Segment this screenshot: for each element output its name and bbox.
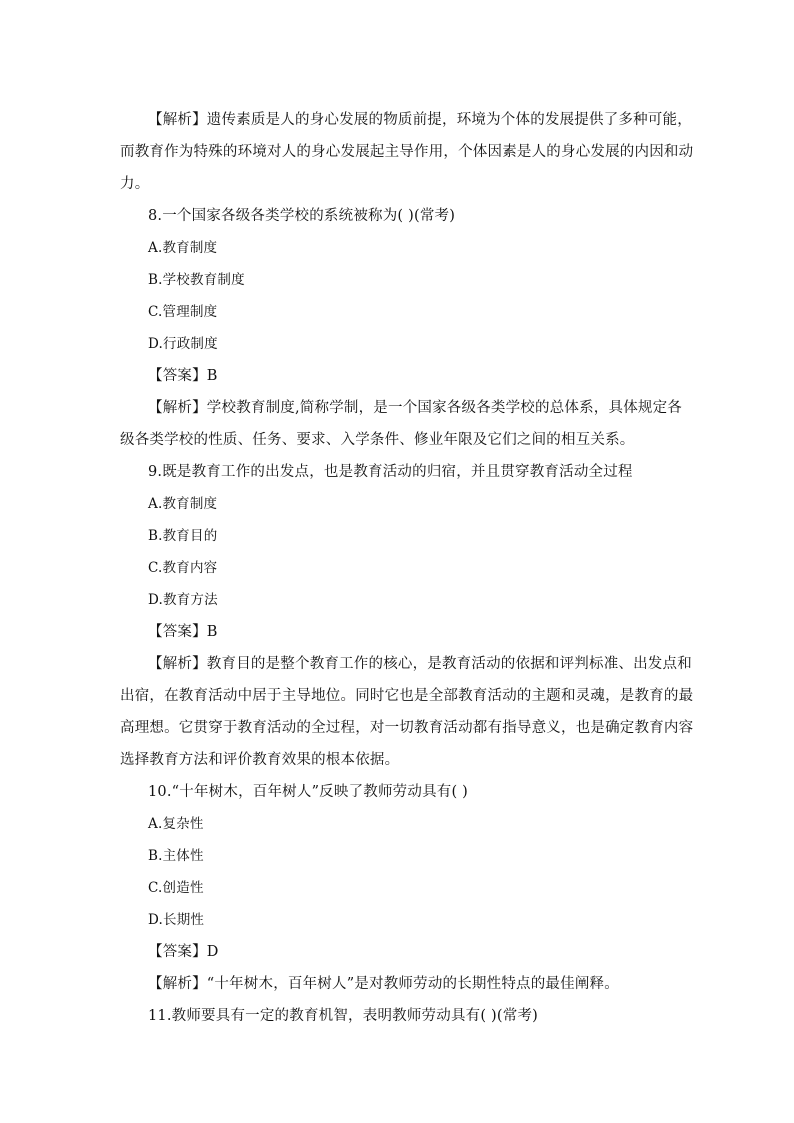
analysis-8-line-1: 【解析】学校教育制度,简称学制，是一个国家各级各类学校的总体系，具体规定各 [148, 400, 683, 416]
question-9-answer: 【答案】B [148, 624, 218, 640]
analysis-9-line-3: 高理想。它贯穿于教育活动的全过程，对一切教育活动都有指导意义，也是确定教育内容 [120, 720, 694, 736]
analysis-7-line-3: 力。 [120, 176, 150, 192]
question-10-option-b: B.主体性 [148, 848, 204, 864]
analysis-9-line-4: 选择教育方法和评价教育效果的根本依据。 [120, 752, 400, 768]
analysis-8-line-2: 级各类学校的性质、任务、要求、入学条件、修业年限及它们之间的相互关系。 [120, 432, 635, 448]
question-8-option-d: D.行政制度 [148, 336, 218, 352]
question-9-option-c: C.教育内容 [148, 560, 218, 576]
question-10-option-d: D.长期性 [148, 912, 205, 928]
question-9-option-d: D.教育方法 [148, 592, 218, 608]
analysis-9-line-1: 【解析】教育目的是整个教育工作的核心，是教育活动的依据和评判标准、出发点和 [148, 656, 692, 672]
analysis-7-line-1: 【解析】遗传素质是人的身心发展的物质前提，环境为个体的发展提供了多种可能， [148, 112, 692, 128]
question-10-answer: 【答案】D [148, 944, 219, 960]
analysis-9-line-2: 出宿，在教育活动中居于主导地位。同时它也是全部教育活动的主题和灵魂，是教育的最 [120, 688, 694, 704]
question-8-option-c: C.管理制度 [148, 304, 218, 320]
question-8-option-a: A.教育制度 [148, 240, 218, 256]
question-9-option-b: B.教育目的 [148, 528, 218, 544]
question-9: 9.既是教育工作的出发点，也是教育活动的归宿，并且贯穿教育活动全过程 [148, 464, 633, 480]
question-8: 8.一个国家各级各类学校的系统被称为( )(常考) [148, 208, 456, 224]
question-11: 11.教师要具有一定的教育机智，表明教师劳动具有( )(常考) [148, 1008, 538, 1024]
question-10-option-a: A.复杂性 [148, 816, 204, 832]
analysis-10-line-1: 【解析】“十年树木，百年树人”是对教师劳动的长期性特点的最佳阐释。 [148, 976, 619, 992]
analysis-7-line-2: 而教育作为特殊的环境对人的身心发展起主导作用，个体因素是人的身心发展的内因和动 [120, 144, 694, 160]
question-8-option-b: B.学校教育制度 [148, 272, 245, 288]
question-10-option-c: C.创造性 [148, 880, 204, 896]
question-10: 10.“十年树木，百年树人”反映了教师劳动具有( ) [148, 784, 469, 800]
question-8-answer: 【答案】B [148, 368, 218, 384]
question-9-option-a: A.教育制度 [148, 496, 218, 512]
